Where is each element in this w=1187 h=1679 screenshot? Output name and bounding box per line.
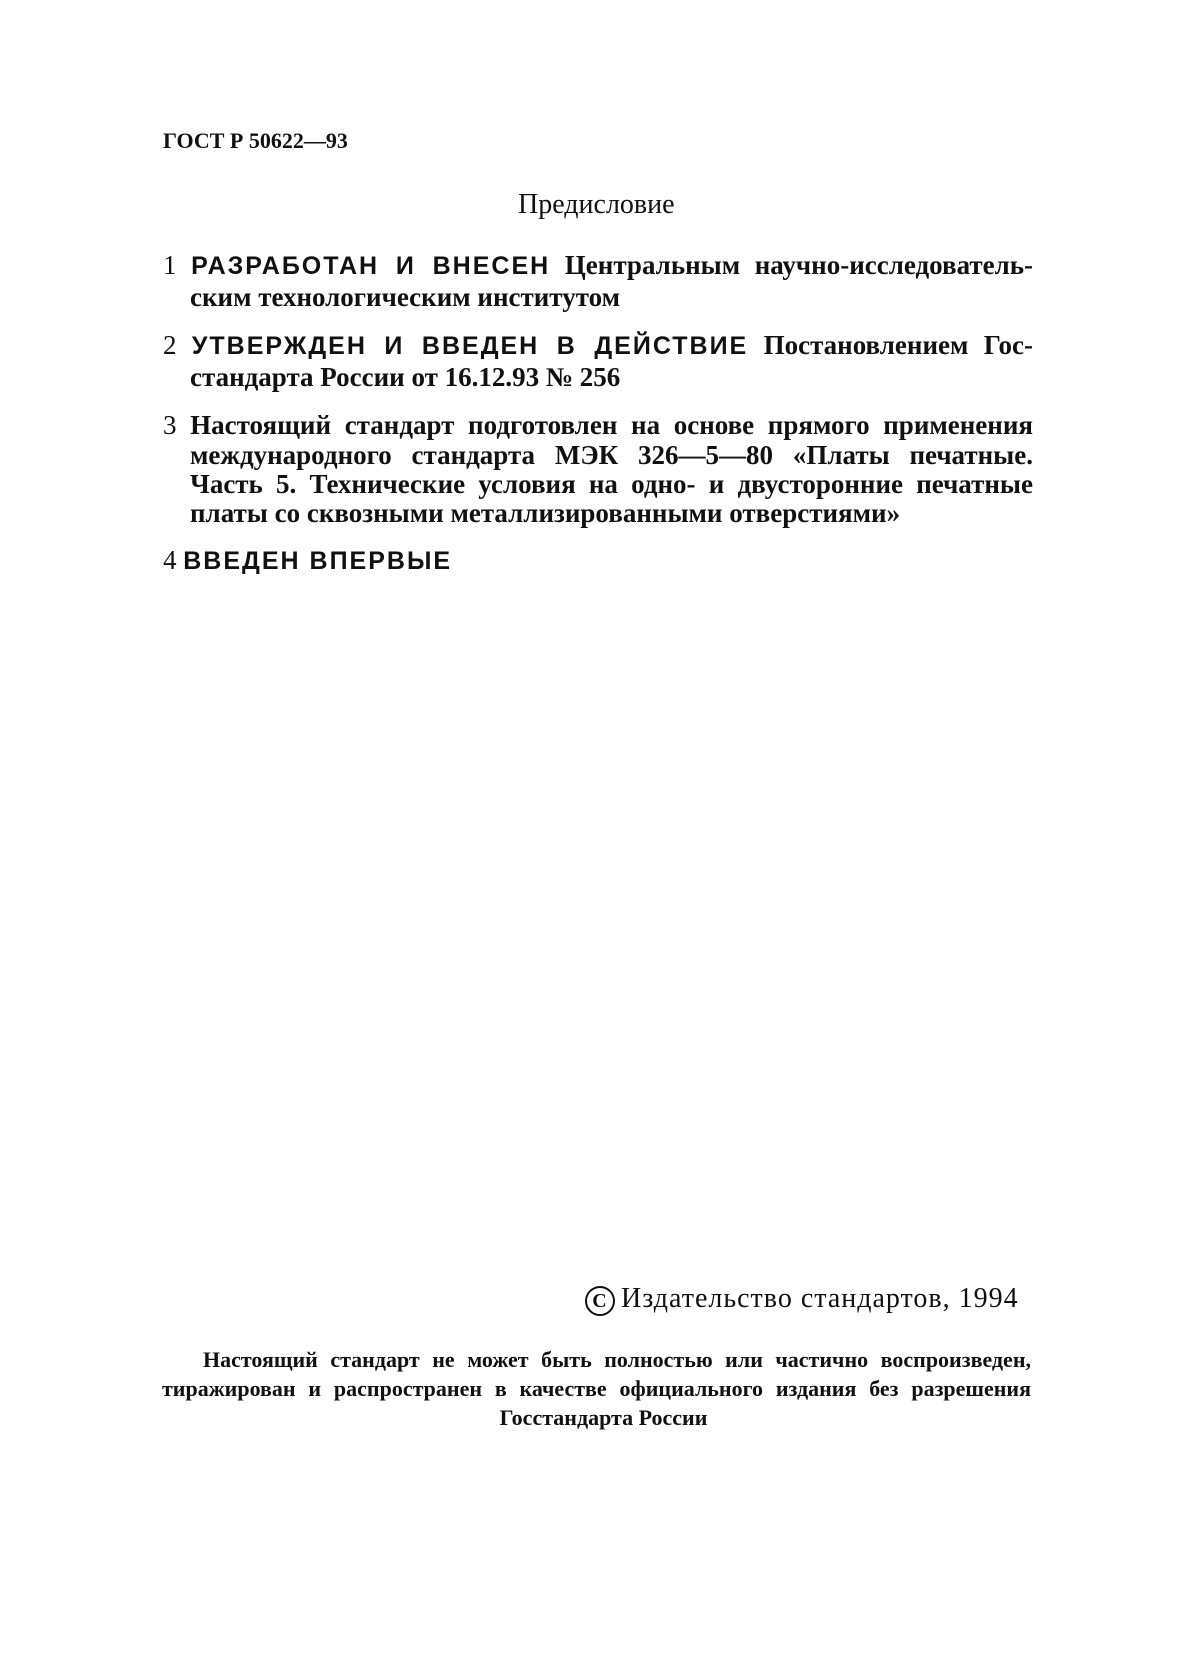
item-number: 4 bbox=[163, 545, 177, 575]
item-lead: ВВЕДЕН ВПЕРВЫЕ bbox=[183, 547, 453, 575]
list-item-1-line1 bbox=[163, 250, 1033, 281]
item-lead: УТВЕРЖДЕН И ВВЕДЕН В ДЕЙСТВИЕ bbox=[191, 332, 749, 360]
item-lead: РАЗРАБОТАН И ВНЕСЕН bbox=[191, 252, 551, 280]
item-number: 3 bbox=[163, 410, 177, 440]
notice-line-1: Настоящий стандарт не может быть полностью или частично воспроизведен, bbox=[203, 1347, 1031, 1372]
item-number: 2 bbox=[163, 330, 177, 360]
copyright-text: Издательство стандартов, 1994 bbox=[621, 1283, 1019, 1314]
item-text: Настоящий стандарт подготовлен на основе прямого применения bbox=[190, 410, 1034, 440]
notice-line-3: Госстандарта России bbox=[499, 1405, 708, 1430]
notice-line-2: тиражирован и распространен в качестве официального издания без разрешения bbox=[162, 1376, 1031, 1401]
list-item-4 bbox=[163, 545, 452, 576]
list-item-3-line3: Часть 5. Технические условия на одно- и двусторонние печатные bbox=[190, 469, 1033, 499]
list-item-3-line1 bbox=[163, 410, 1033, 440]
copyright-icon: C bbox=[585, 1286, 615, 1316]
item-text: Постановлением Гос- bbox=[763, 330, 1034, 360]
item-text: Центральным научно-исследователь- bbox=[564, 250, 1034, 280]
document-code: ГОСТ Р 50622—93 bbox=[163, 128, 348, 153]
item-number: 1 bbox=[163, 250, 177, 280]
list-item-2-line2: стандарта России от 16.12.93 № 256 bbox=[190, 362, 621, 392]
list-item-2-line1 bbox=[163, 330, 1033, 361]
copyright-line bbox=[585, 1284, 1019, 1316]
list-item-3-line4: платы со сквозными металлизированными отверстиями» bbox=[190, 498, 901, 528]
page-title: Предисловие bbox=[518, 189, 675, 220]
list-item-3-line2: международного стандарта МЭК 326—5—80 «Платы печатные. bbox=[190, 440, 1033, 470]
list-item-1-line2: ским технологическим институтом bbox=[190, 282, 620, 312]
